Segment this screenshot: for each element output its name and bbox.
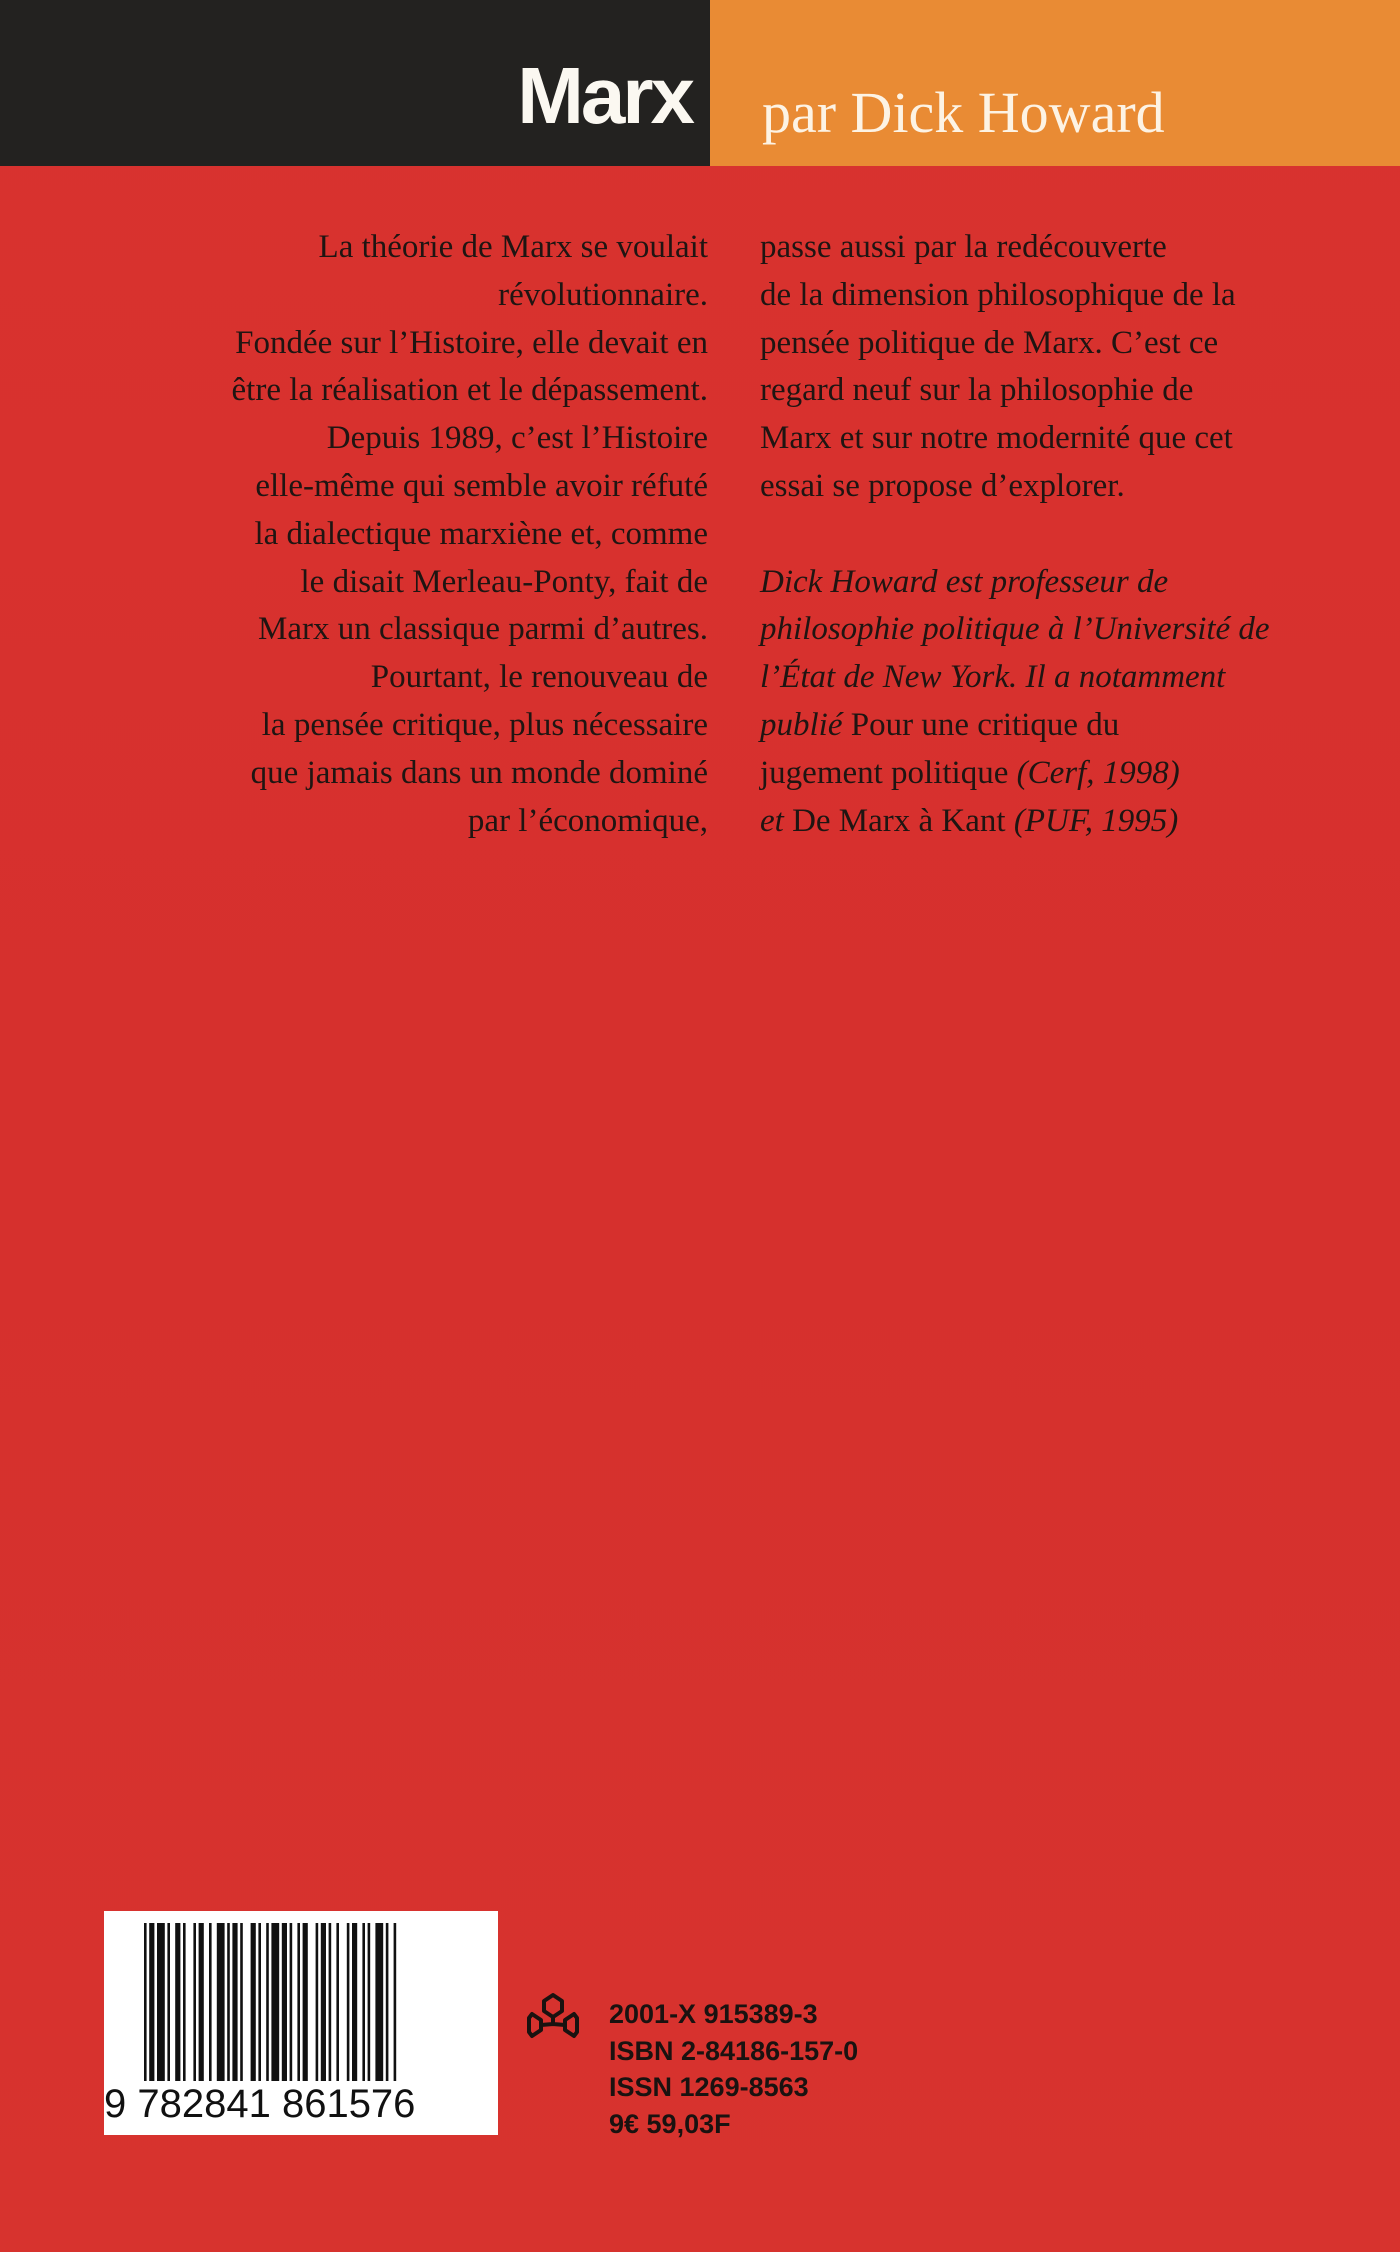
title-band-orange <box>710 0 1400 166</box>
barcode-bar <box>183 1923 186 2089</box>
blurb-line: la dialectique marxiène et, comme <box>254 515 708 552</box>
bio-line: Dick Howard est professeur de <box>760 563 1169 600</box>
barcode-bar <box>282 1923 287 2089</box>
barcode-bar <box>209 1923 212 2089</box>
paragraph-gap <box>760 511 1340 559</box>
barcode-bar <box>297 1923 300 2089</box>
blurb-line: de la dimension philosophique de la <box>760 276 1236 313</box>
barcode-bar <box>368 1923 371 2089</box>
blurb-line: révolutionnaire. <box>498 276 708 313</box>
blurb-line: Marx et sur notre modernité que cet <box>760 420 1233 457</box>
barcode-bar <box>258 1923 261 2089</box>
barcode-digits: 9 782841 861576 <box>104 2081 498 2127</box>
barcode-bar <box>336 1923 339 2089</box>
blurb-line: par l’économique, <box>467 802 708 839</box>
blurb-line: que jamais dans un monde dominé <box>250 754 708 791</box>
barcode-bar <box>157 1923 165 2089</box>
blurb-line: la pensée critique, plus nécessaire <box>261 706 708 743</box>
barcode-bar <box>251 1923 256 2089</box>
blurb-line: Fondée sur l’Histoire, elle devait en <box>235 324 708 361</box>
publisher-logo-icon <box>526 1992 580 2042</box>
barcode-bar <box>362 1923 365 2089</box>
barcode-bar <box>167 1923 170 2089</box>
barcode-bar <box>175 1923 180 2089</box>
barcode-bar <box>240 1923 243 2089</box>
barcode-bar <box>386 1923 389 2089</box>
blurb-line: Pourtant, le renouveau de <box>370 659 708 696</box>
bio-citation: (Cerf, 1998) <box>1016 754 1180 791</box>
title-band <box>0 0 1400 166</box>
barcode <box>104 1911 498 2135</box>
barcode-bar <box>290 1923 293 2089</box>
book-title: Marx <box>517 51 692 140</box>
blurb-line: Depuis 1989, c’est l’Histoire <box>326 420 708 457</box>
blurb-line: La théorie de Marx se voulait <box>318 229 708 265</box>
barcode-bar <box>394 1923 397 2089</box>
barcode-bar <box>321 1923 326 2089</box>
bio-line <box>760 750 1340 798</box>
bio-italic-text: publié <box>760 706 843 743</box>
blurb-right-column <box>760 224 1340 845</box>
barcode-bar <box>266 1923 269 2089</box>
blurb-line: Marx un classique parmi d’autres. <box>258 611 708 648</box>
bio-book-title: jugement politique <box>760 754 1017 791</box>
barcode-bar <box>352 1923 357 2089</box>
barcode-bar <box>217 1923 225 2089</box>
price: 9€ 59,03F <box>609 2108 731 2139</box>
barcode-bar <box>227 1923 230 2089</box>
barcode-bar <box>193 1923 196 2089</box>
blurb-line: passe aussi par la redécouverte <box>760 229 1167 265</box>
bio-citation: (PUF, 1995) <box>1013 802 1179 839</box>
barcode-bar <box>329 1923 332 2089</box>
bio-italic-text: et <box>760 802 784 839</box>
blurb-line: être la réalisation et le dépassement. <box>231 372 708 409</box>
barcode-bar <box>347 1923 350 2089</box>
isbn: ISBN 2-84186-157-0 <box>609 2035 859 2066</box>
barcode-bar <box>199 1923 204 2089</box>
book-author: par Dick Howard <box>762 80 1165 145</box>
bio-book-title: Pour une critique du <box>842 706 1120 743</box>
author-bio <box>760 559 1340 846</box>
barcode-bar <box>144 1923 147 2089</box>
blurb-line: regard neuf sur la philosophie de <box>760 372 1194 409</box>
barcode-bar <box>271 1923 279 2089</box>
barcode-bar <box>303 1923 308 2089</box>
bio-book-title: De Marx à Kant <box>783 802 1014 839</box>
barcode-bar <box>375 1923 383 2089</box>
barcode-bar <box>316 1923 319 2089</box>
bio-line <box>760 798 1340 846</box>
bio-line: l’État de New York. Il a notamment <box>760 659 1226 696</box>
bio-line <box>760 702 1340 750</box>
identifier-block <box>609 1996 858 2142</box>
product-code: 2001-X 915389-3 <box>609 1999 818 2029</box>
blurb-line: le disait Merleau-Ponty, fait de <box>300 563 708 600</box>
barcode-bar <box>149 1923 154 2089</box>
blurb-left-column <box>140 224 708 845</box>
barcode-bar <box>232 1923 237 2089</box>
title-band-dark <box>0 0 710 166</box>
bio-line: philosophie politique à l’Université de <box>760 611 1270 648</box>
blurb-line: elle-même qui semble avoir réfuté <box>255 467 708 504</box>
blurb-line: essai se propose d’explorer. <box>760 467 1125 504</box>
blurb-line: pensée politique de Marx. C’est ce <box>760 324 1219 361</box>
issn: ISSN 1269-8563 <box>609 2072 809 2102</box>
